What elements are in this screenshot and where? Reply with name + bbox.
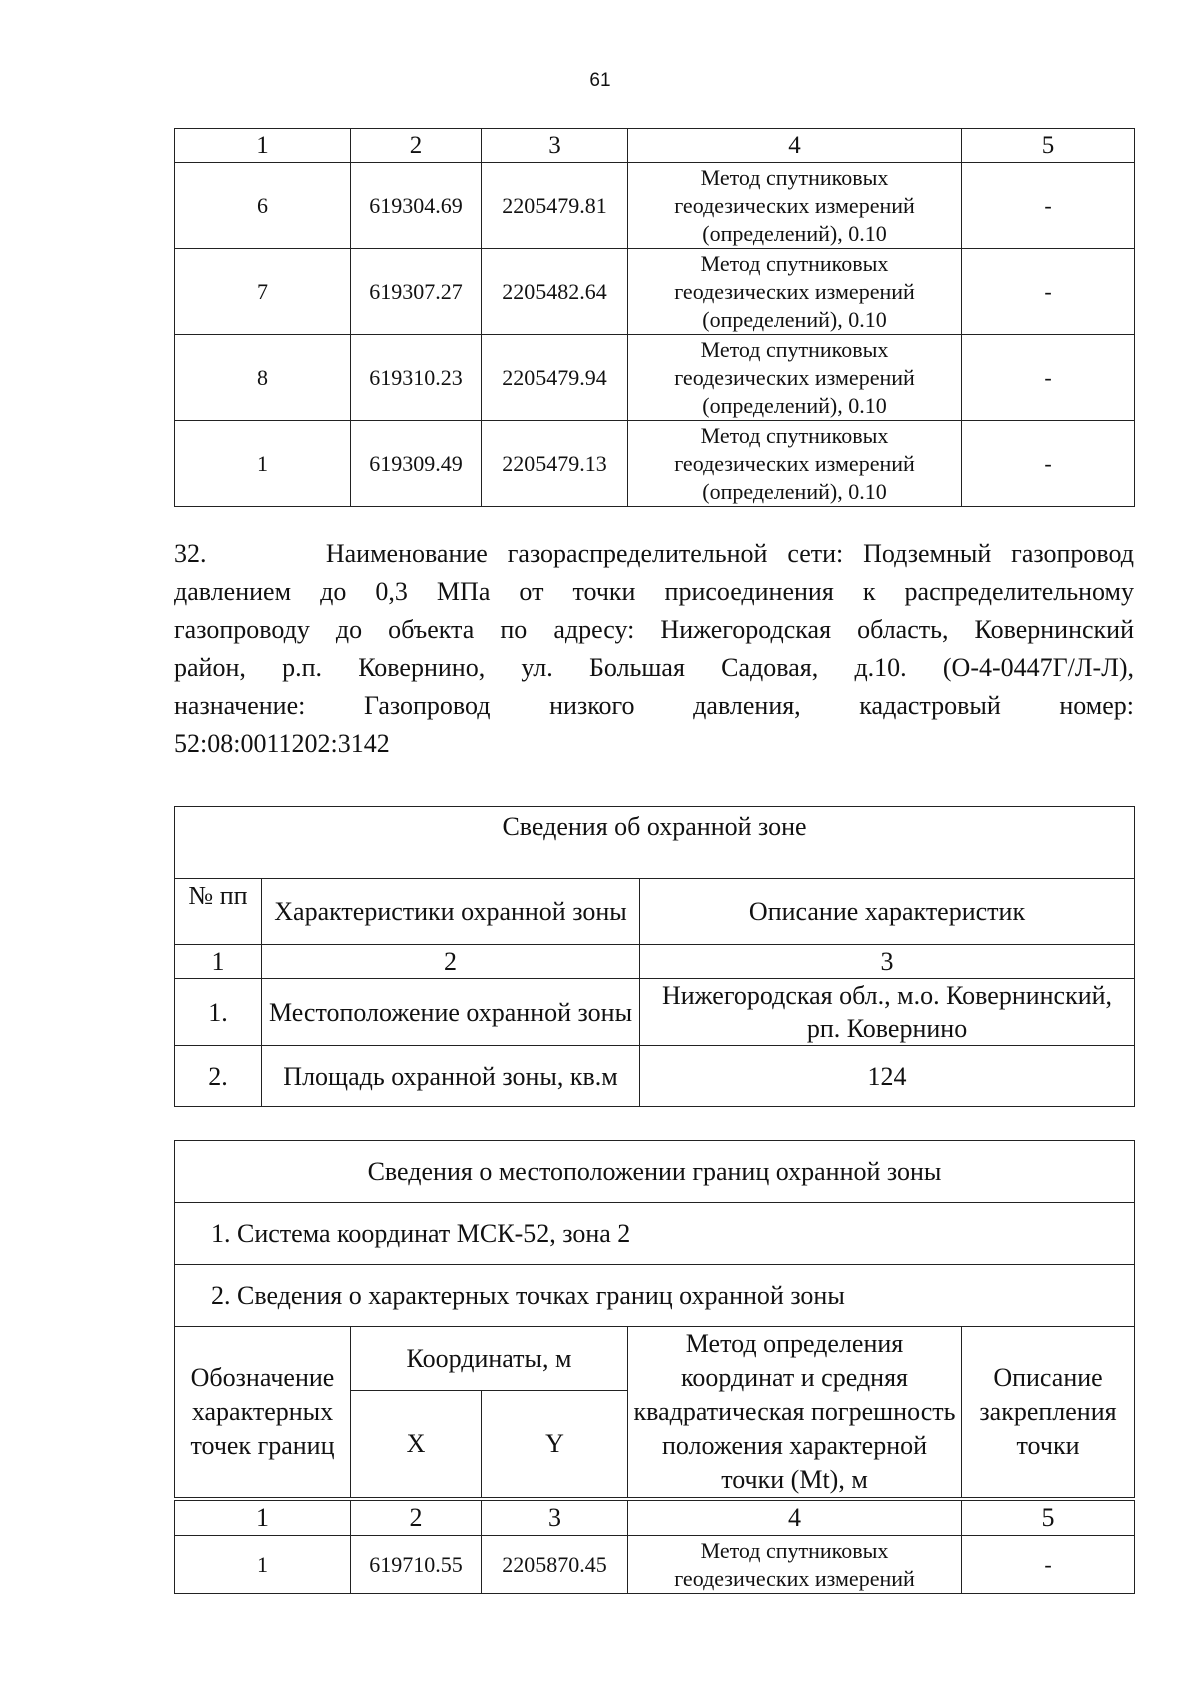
table-row [175,1046,1135,1107]
index-cell: 3 [482,1499,628,1536]
point-cell: 6 [175,163,351,249]
method-line: геодезических измерений [674,1565,915,1591]
index-cell: 2 [262,945,640,979]
x-cell: 619710.55 [351,1536,482,1594]
paragraph-line: газопроводу до объекта по адресу: Нижегородская область, Ковернинский [174,615,1134,644]
y-cell: 2205479.94 [482,335,628,421]
method-line: Метод спутниковых [700,1537,889,1563]
table-header-row [175,1327,1135,1391]
characteristic-cell: Местоположение охранной зоны [262,979,640,1046]
method-line: (определений), 0.10 [702,220,887,246]
method-line: Метод спутниковых [700,422,889,448]
index-cell: 2 [351,1499,482,1536]
point-cell: 7 [175,249,351,335]
x-cell: 619307.27 [351,249,482,335]
paragraph-line: 32. Наименование газораспределительной сети: Подземный газопровод [174,539,1134,568]
description-cell: Нижегородская обл., м.о. Ковернинский, рп. Ковернино [640,979,1135,1046]
header-cell: 4 [628,129,962,163]
desc-cell: - [962,421,1135,507]
table-index-row [175,945,1135,979]
index-cell: 1 [175,1499,351,1536]
method-cell [628,421,962,507]
method-line: Метод спутниковых [700,164,889,190]
coordinate-system: 1. Система координат МСК-52, зона 2 [175,1203,1135,1265]
coordinate-system-row [175,1203,1135,1265]
method-line: геодезических измерений [674,192,915,218]
header-coordinates: Координаты, м [351,1327,628,1391]
method-line: геодезических измерений [674,364,915,390]
x-cell: 619309.49 [351,421,482,507]
num-cell: 2. [175,1046,262,1107]
paragraph-line: район, р.п. Ковернино, ул. Большая Садовая, д.10. (О-4-0447Г/Л-Л), [174,653,1134,682]
table-row [175,163,1135,249]
table-index-row [175,1499,1135,1536]
header-cell: № пп [175,879,262,945]
method-line: (определений), 0.10 [702,392,887,418]
method-line: (определений), 0.10 [702,478,887,504]
method-line: Метод спутниковых [700,250,889,276]
network-description-paragraph [174,535,1134,763]
desc-cell: - [962,335,1135,421]
method-line: геодезических измерений [674,450,915,476]
desc-cell: - [962,163,1135,249]
description-cell: 124 [640,1046,1135,1107]
header-cell: 2 [351,129,482,163]
header-cell: Характеристики охранной зоны [262,879,640,945]
y-cell: 2205482.64 [482,249,628,335]
header-cell: Описание характеристик [640,879,1135,945]
index-cell: 3 [640,945,1135,979]
zone-table-title: Сведения об охранной зоне [175,807,1135,879]
y-cell: 2205479.13 [482,421,628,507]
header-method: Метод определения координат и средняя квадратическая погрешность положения характерной точки (Mt), м [628,1327,962,1500]
x-cell: 619304.69 [351,163,482,249]
index-cell: 4 [628,1499,962,1536]
num-cell: 1. [175,979,262,1046]
method-cell [628,1536,962,1594]
protection-zone-table [174,806,1135,1107]
table-header-row [175,879,1135,945]
method-cell [628,249,962,335]
y-cell: 2205479.81 [482,163,628,249]
point-cell: 1 [175,421,351,507]
index-cell: 5 [962,1499,1135,1536]
header-cell: 3 [482,129,628,163]
paragraph-line: назначение: Газопровод низкого давления, кадастровый номер: [174,691,1134,720]
table-row [175,1536,1135,1594]
header-designation: Обозначение характерных точек границ [175,1327,351,1500]
zone-boundaries-table [174,1140,1135,1594]
header-x: X [351,1391,482,1499]
points-title: 2. Сведения о характерных точках границ охранной зоны [175,1265,1135,1327]
table-row [175,335,1135,421]
method-line: геодезических измерений [674,278,915,304]
table-row [175,979,1135,1046]
desc-cell: - [962,249,1135,335]
header-cell: 1 [175,129,351,163]
header-y: Y [482,1391,628,1499]
table-row [175,249,1135,335]
desc-cell: - [962,1536,1135,1594]
method-line: (определений), 0.10 [702,306,887,332]
coordinates-table-continued [174,128,1135,507]
table-row [175,421,1135,507]
method-cell [628,335,962,421]
x-cell: 619310.23 [351,335,482,421]
index-cell: 1 [175,945,262,979]
header-cell: 5 [962,129,1135,163]
y-cell: 2205870.45 [482,1536,628,1594]
points-title-row [175,1265,1135,1327]
point-cell: 8 [175,335,351,421]
method-cell [628,163,962,249]
point-cell: 1 [175,1536,351,1594]
method-line: Метод спутниковых [700,336,889,362]
page-number: 61 [589,70,611,91]
bounds-table-title: Сведения о местоположении границ охранной зоны [175,1141,1135,1203]
table-title-row [175,1141,1135,1203]
header-description: Описание закрепления точки [962,1327,1135,1500]
table-header-row [175,129,1135,163]
characteristic-cell: Площадь охранной зоны, кв.м [262,1046,640,1107]
paragraph-line: 52:08:0011202:3142 [174,729,390,758]
table-title-row [175,807,1135,879]
paragraph-line: давлением до 0,3 МПа от точки присоединения к распределительному [174,577,1134,606]
